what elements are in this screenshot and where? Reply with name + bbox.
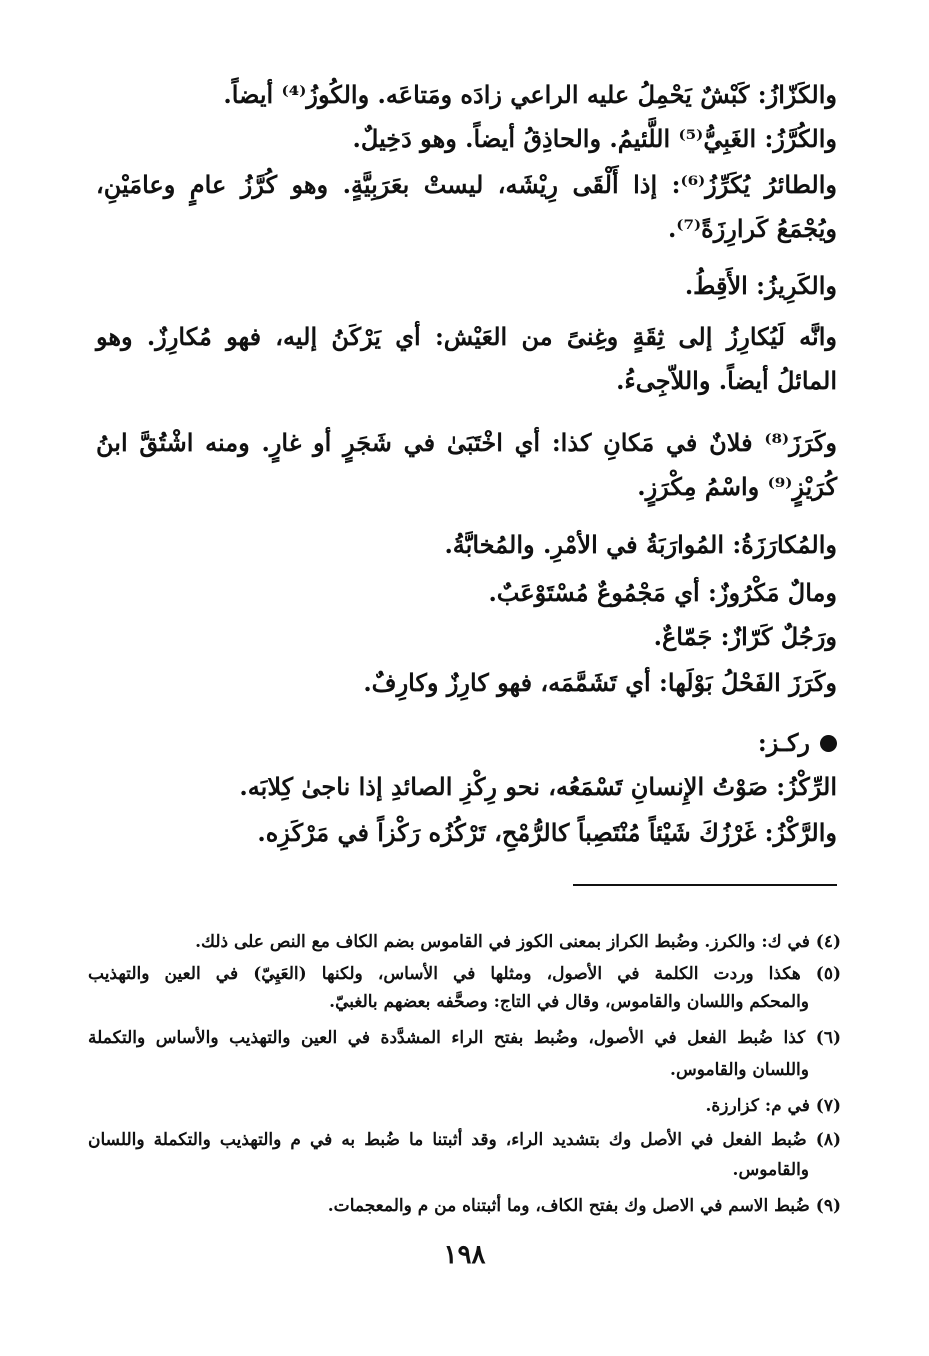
footnote: (٤) في ك: والكرز. وضُبط الكراز بمعنى الكوز في القاموس بضم الكاف مع النص على ذلك. (195, 932, 841, 952)
entry-line: ويُجْمَعُ كَرارِزَةً⁽⁷⁾. (667, 214, 837, 243)
entry-line: الرِّكْزُ: صَوْتُ الإِنسانِ تَسْمَعُه، نحو رِكْزِ الصائدِ إذا ناجىٰ كِلابَه. (239, 772, 837, 801)
footnote-continuation: واللسان والقاموس. (670, 1060, 809, 1080)
entry-line: والكَرِيزُ: الأَقِطُ. (684, 271, 837, 300)
bullet-icon (820, 735, 837, 752)
entry-line: وانَّه لَيُكارِزُ إلى ثِقَةٍ وغِنىً من العَيْش: أي يَرْكَنُ إليه، فهو مُكارِزٌ. وهو (96, 322, 837, 351)
footnote-divider (573, 884, 837, 886)
entry-line: والكَزّازُ: كَبْشٌ يَحْمِلُ عليه الراعي زادَه ومَتاعَه. والكُوزُ⁽⁴⁾ أيضاً. (223, 80, 837, 109)
footnote: (٥) هكذا وردت الكلمة في الأصول، ومثلها في الأساس، ولكنها (العَيِيّ) في العين والتهذيب (88, 964, 841, 984)
footnote: (٦) كذا ضُبط الفعل في الأصول، وضُبط بفتح الراء المشدَّدة في العين والتهذيب والأساس والتكملة (88, 1028, 842, 1048)
footnote-continuation: والقاموس. (732, 1160, 809, 1180)
footnote-continuation: والمحكم واللسان والقاموس، وقال في التاج: وصحَّفه بعضهم بالغبيّ. (329, 992, 809, 1012)
entry-line: المائلُ أيضاً. واللاّجِىءُ. (616, 366, 837, 395)
entry-line: والمُكارَزَةُ: المُوارَبَةُ في الأمْرِ. والمُخابَّةُ. (444, 530, 837, 559)
entry-line: والرَّكْزُ: غَرْزُكَ شَيْئاً مُنْتَصِباً كالرُّمْحِ، تَرْكُزُه رَكْزاً في مَرْكَزِه. (257, 818, 837, 847)
page-number: ١٩٨ (443, 1240, 486, 1270)
footnote: (٩) ضُبط الاسم في الاصل وك بفتح الكاف، وما أثبتناه من م والمعجمات. (327, 1196, 841, 1216)
footnote: (٧) في م: كزارزة. (705, 1096, 841, 1116)
entry-line: كُرَيْزٍ⁽⁹⁾ واسْمُ مِكْرَزٍ. (637, 472, 837, 501)
entry-line: وكَرَزَ الفَحْلُ بَوْلَها: أي تَشَمَّمَه، فهو كارِزٌ وكارِفٌ. (363, 668, 837, 697)
footnote: (٨) ضُبط الفعل في الأصل وك بتشديد الراء، وقد أثبتنا ما ضُبط به في م والتهذيب والتكملة واللسان (88, 1130, 841, 1150)
root-heading-text: ركـز: (757, 728, 810, 757)
entry-line: والكُرَّزُ: الغَبِيُّ⁽⁵⁾ اللَّئيمُ. والحاذِقُ أيضاً. وهو دَخِيلٌ. (352, 124, 837, 153)
entry-line: ومالٌ مَكْرُوزٌ: أي مَجْمُوعٌ مُسْتَوْعَبٌ. (488, 578, 837, 607)
root-heading (758, 728, 837, 758)
entry-line: ورَجُلٌ كَرّازٌ: جَمّاعٌ. (653, 622, 837, 651)
entry-line: وكَرَزَ⁽⁸⁾ فلانٌ في مَكانِ كذا: أي اخْتَبَىٰ في شَجَرٍ أو غارٍ. ومنه اشْتُقَّ ابنُ (96, 428, 837, 457)
entry-line: والطائرُ يُكَرِّزُ⁽⁶⁾: إذا أَلْقَى رِيْشَه، ليستْ بعَرَبِيَّةٍ. وهو كُرَّزُ عامٍ وعامَيْنِ، (96, 170, 838, 199)
